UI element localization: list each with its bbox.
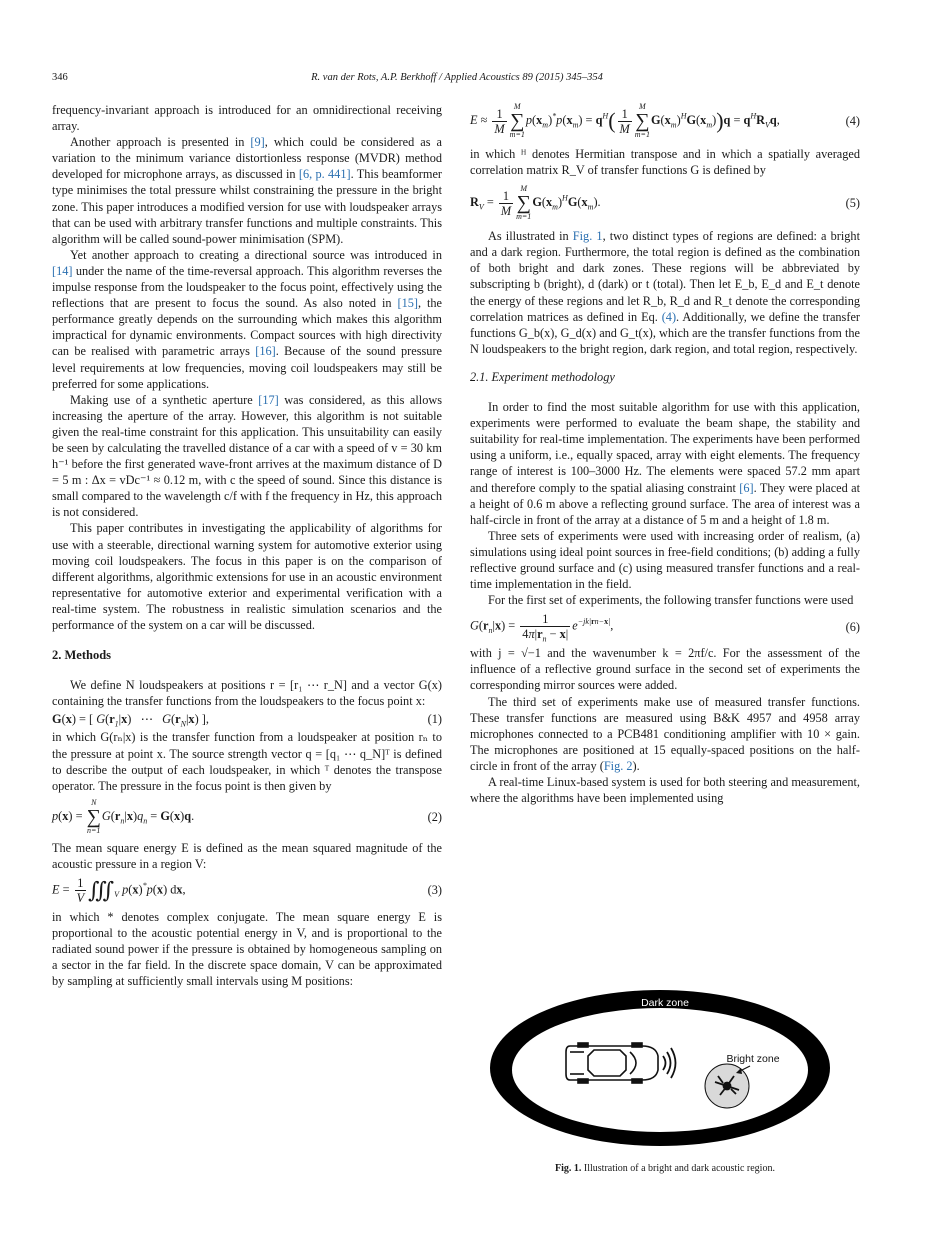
dark-zone-label: Dark zone bbox=[641, 997, 689, 1009]
citation-link[interactable]: [16] bbox=[255, 344, 276, 359]
running-header bbox=[52, 72, 862, 88]
figure-1 bbox=[470, 990, 860, 1160]
paragraph: Another approach is presented in [9], which could be considered as a variation to the minimum variance distortionless response (MVDR) method developed for microphone arrays, as discussed in [6, p. 441]. This beamformer type minimises the total pressure whilst constraining the pressure in the bright zone. This paper introduces a modified version for use with loudspeaker arrays that can be used with arbitrary transfer functions and multiple constraints. This algorithm will be called sound-power minimisation (SPM). bbox=[52, 135, 443, 246]
citation-link[interactable]: [14] bbox=[52, 263, 73, 278]
paragraph: The third set of experiments make use of measured transfer functions. These transfer functions are measured using B&K 4957 and 4958 array microphones connected to a PCB481 conditioning amplifier with 10 × gain. The microphones are positioned at 15 equally-spaced positions on the half-circle in front of the array (Fig. 2). bbox=[470, 694, 860, 773]
caption-text: Illustration of a bright and dark acoustic region. bbox=[583, 1163, 775, 1174]
paragraph: Three sets of experiments were used with increasing order of realism, (a) simulations using ideal point sources in free-field conditions; (b) adding a fully reflective ground surface and (c) using measured transfer functions and a real-time implementation in the field. bbox=[470, 528, 860, 592]
left-column bbox=[52, 102, 442, 990]
paragraph: We define N loudspeakers at positions r = [r₁ ⋯ r_N] and a vector G(x) containing the transfer functions from the loudspeakers to the focus point x: bbox=[52, 678, 442, 709]
equation-number: (5) bbox=[845, 196, 860, 211]
right-column bbox=[470, 102, 860, 806]
equation-link[interactable]: (4) bbox=[661, 309, 677, 324]
paragraph: As illustrated in Fig. 1, two distinct types of regions are defined: a bright and a dark region. Furthermore, the total region is defined as the combination of both bright and dark zones. These regions will be abbreviated by subscripting b (bright), d (dark) or t (total). Then let E_b, E_d and E_t denote the energy of these regions and let R_b, R_d and R_t denote the corresponding correlation matrices as defined in Eq. (4). Additionally, we define the transfer functions G_b(x), G_d(x) and G_t(x), which are the transfer functions from the N loudspeakers to the bright region, dark region, and total region, respectively. bbox=[470, 229, 860, 356]
bright-zone-label: Bright zone bbox=[726, 1053, 780, 1065]
figure-caption bbox=[470, 1163, 860, 1174]
bright-dark-zone-illustration bbox=[470, 990, 860, 1160]
equation-number: (4) bbox=[845, 113, 860, 128]
equation-5: $R_V$ = $\frac{1}{M}$ M ∑ m=1 $G(x_m)^HG(x_m)$. (5) bbox=[470, 184, 860, 222]
equation-number: (3) bbox=[427, 883, 442, 898]
paragraph: A real-time Linux-based system is used for both steering and measurement, where the algorithms have been implemented using bbox=[470, 775, 860, 806]
paragraph: in which G(rₙ|x) is the transfer function from a loudspeaker at position rₙ to the pressure at point x. The source strength vector q = [q₁ ⋯ q_N]ᵀ is defined to describe the output of each loudspeaker, in which ᵀ denotes the transpose operator. The pressure in the focus point is then given by bbox=[52, 730, 442, 793]
equation-number: (2) bbox=[427, 809, 442, 824]
inner-area bbox=[512, 1008, 808, 1132]
paragraph: with j = √−1 and the wavenumber k = 2πf/c. For the assessment of the influence of a reflective ground surface in the second set of experiments the corresponding mirror sources were added. bbox=[470, 646, 860, 693]
section-heading: 2. Methods bbox=[52, 648, 112, 663]
paragraph: in which * denotes complex conjugate. The mean square energy E is proportional to the acoustic potential energy in V, and is proportional to the radiated sound power if the pressure is obtained by homogeneous sampling on a sector in the far field. In the discrete space domain, V can be approximated by sampling at sufficiently small intervals using M positions: bbox=[52, 910, 442, 989]
citation-link[interactable]: [17] bbox=[258, 392, 279, 407]
caption-label: Fig. 1. bbox=[555, 1163, 582, 1174]
page-number: 346 bbox=[52, 72, 68, 83]
paragraph: in which ᴴ denotes Hermitian transpose and in which a spatially averaged correlation matrix R_V of transfer functions G is defined by bbox=[470, 147, 860, 178]
equation-number: (6) bbox=[845, 619, 860, 634]
equation-3: E = $\frac{1}{V}$ $∭_V$ p(x)*p(x) dx, (3) bbox=[52, 876, 442, 906]
equation-6: $G(r_n|x)$ = $\frac{1}{4\pi|r_n - x|}$ $e^{-jk|rn-x|}$, (6) bbox=[470, 612, 860, 644]
running-title: R. van der Rots, A.P. Berkhoff / Applied Acoustics 89 (2015) 345–354 bbox=[311, 72, 603, 83]
equation-2: p(x) = N ∑ n=1 $G(r_n|x)q_n = G(x)q$. (2) bbox=[52, 797, 442, 835]
equation-4: E ≈ $\frac{1}{M}$ M ∑ m=1 $p(x_m)^*p(x_m) = q^H$( $\frac{1}{M}$ M ∑ m=1 $G(x_m)^HG(x_m))q = q^HR_Vq$, (4) bbox=[470, 102, 860, 139]
citation-link[interactable]: [9] bbox=[250, 135, 265, 150]
paragraph: frequency-invariant approach is introduced for an omnidirectional receiving array. bbox=[52, 103, 442, 134]
citation-link[interactable]: [15] bbox=[397, 296, 418, 311]
paragraph: Making use of a synthetic aperture [17] was considered, as this allows increasing the aperture of the array. However, this algorithm is not suitable given the real-time constraint for this application. This unsuitability can easily be seen by calculating the travelled distance of a car with a speed of v = 30 km h⁻¹ before the first generated wave-front arrives at the maximum distance of D = 5 m : Δx = vDc⁻¹ ≈ 0.12 m, with c the speed of sound. Since this distance is small compared to the wavelength c/f with f the frequency in Hz, this approach is not considered. bbox=[52, 392, 443, 520]
figure-link[interactable]: Fig. 2 bbox=[603, 758, 633, 773]
figure-link[interactable]: Fig. 1 bbox=[572, 229, 603, 244]
citation-link[interactable]: [6] bbox=[739, 480, 754, 495]
paragraph: The mean square energy E is defined as the mean squared magnitude of the acoustic pressure in a region V: bbox=[52, 840, 442, 871]
equation-1: G(x) = [ $G(r_1|x)$ ⋯ $G(r_N|x)$ ], (1) bbox=[52, 712, 442, 729]
paragraph: For the first set of experiments, the following transfer functions were used bbox=[488, 593, 854, 608]
citation-link[interactable]: [6, p. 441] bbox=[298, 167, 351, 182]
paragraph: Yet another approach to creating a directional source was introduced in [14] under the name of the time-reversal approach. This algorithm reverses the impulse response from the loudspeaker to the focus point, effectively using the reflections that are present to focus the sound. As also noted in [15], the performance greatly depends on the surrounding which makes this algorithm impractical for dynamic environments. Compact sources with high directivity can be realised with parametric arrays [16]. Because of the sound pressure level requirements at low frequencies, moving coil loudspeakers may still be preferred for some applications. bbox=[52, 247, 443, 391]
subsection-heading: 2.1. Experiment methodology bbox=[470, 369, 615, 384]
paragraph: In order to find the most suitable algorithm for use with this application, experiments were performed to evaluate the beam shape, the stability and suitability for real-time implementation. The experiments have been performed using a uniform, i.e., equally spaced, array with eight elements. The frequency range of interest is 100–3000 Hz. The elements were spaced 57.2 mm apart and therefore comply to the spatial aliasing constraint [6]. They were placed at a height of 0.6 m above a reflecting ground surface. The area of interest was a half-circle in front of the array at a distance of 5 m and a height of 1.8 m. bbox=[470, 400, 860, 527]
equation-number: (1) bbox=[427, 712, 442, 727]
paragraph: This paper contributes in investigating the applicability of algorithms for use with a steerable, directional warning system for automotive exterior using moving coil loudspeakers. The focus in this paper is on the comparison of different algorithms, algorithmic extensions for use in an acoustic environment representative for automotive exterior and experimental verification with a real-time system. The robustness in realistic simulation scenarios and the performance of the system on a car will be discussed. bbox=[52, 521, 442, 632]
